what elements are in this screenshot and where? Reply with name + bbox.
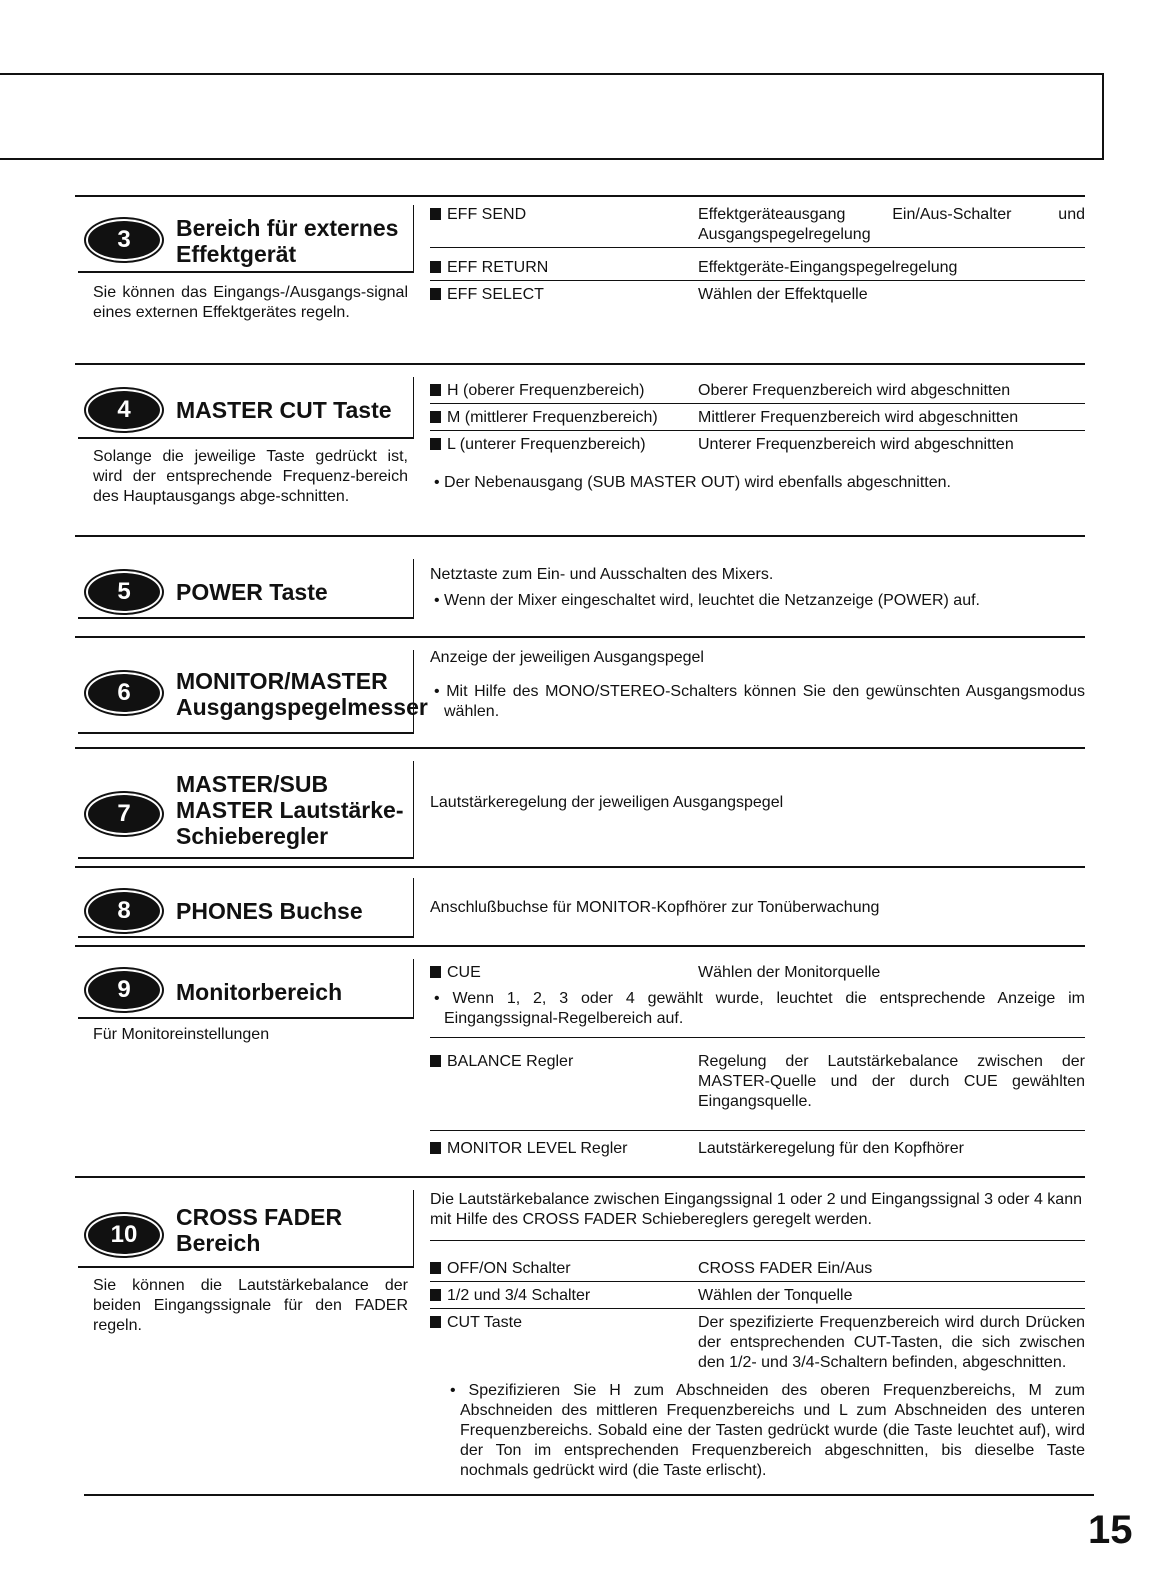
table-row [430,1131,1085,1161]
section-description: Solange die jeweilige Taste gedrückt ist, wird der entsprechende Frequenz-bereich des Hauptausgangs abge-schnitten. [93,448,408,505]
section-header [78,559,414,619]
table-row [430,254,1085,281]
row-label: CUT Taste [430,1313,698,1373]
section-10 [75,1176,1085,1496]
section-description: Sie können die Lautstärkebalance der beiden Eingangssignale für den FADER regeln. [93,1277,408,1334]
row-value: Wählen der Tonquelle [698,1287,853,1304]
section-title: POWER Taste [176,579,328,605]
page-number: 15 [1088,1508,1133,1552]
row-value: CROSS FADER Ein/Aus [698,1260,873,1277]
section-3 [75,195,1085,364]
row-value: Unterer Frequenzbereich wird abgeschnitten [698,436,1014,453]
note: • Mit Hilfe des MONO/STEREO-Schalters können Sie den gewünschten Ausgangsmodus wählen. [434,683,1085,720]
section-title: CROSS FADER Bereich [176,1204,343,1256]
section-header [78,377,414,439]
note: • Wenn der Mixer eingeschaltet wird, leuchtet die Netzanzeige (POWER) auf. [434,592,980,609]
note: • Der Nebenausgang (SUB MASTER OUT) wird ebenfalls abgeschnitten. [434,474,951,491]
table-row [430,281,1085,307]
section-text [430,793,1085,819]
text: Anzeige der jeweiligen Ausgangspegel [430,649,704,666]
table-row [430,1282,1085,1309]
section-table [430,1190,1085,1487]
text: Netztaste zum Ein- und Ausschalten des Mixers. [430,566,774,583]
number-badge: 5 [88,573,160,611]
row-label: CUE [430,963,698,983]
row-value: Oberer Frequenzbereich wird abgeschnitten [698,382,1011,399]
section-title: MONITOR/MASTER Ausgangspegelmesser [176,668,428,720]
row-value: Lautstärkeregelung für den Kopfhörer [698,1140,964,1157]
section-title: Bereich für externes Effektgerät [176,215,399,267]
note: • Spezifizieren Sie H zum Abschneiden des oberen Frequenzbereichs, M zum Abschneiden des mittleren Frequenzbereichs und L zum Abschneiden des unteren Frequenzbereichs. Sobald eine der Tasten gedrückt wurde (die Taste leuchtet auf), wird der Ton im entsprechenden Frequenzbereich abgeschnitten, bis dieselbe Taste nochmals gedrückt wird (die Taste erlischt). [450,1382,1085,1479]
section-title: MASTER CUT Taste [176,397,392,423]
section-4 [75,363,1085,535]
row-label: EFF SELECT [430,285,698,305]
row-label: EFF RETURN [430,258,698,278]
section-5 [75,535,1085,637]
row-label: BALANCE Regler [430,1052,698,1112]
row-value: Effektgeräte-Eingangspegelregelung [698,259,958,276]
row-label: EFF SEND [430,205,698,245]
footer-rule [84,1494,1094,1496]
number-badge: 3 [88,221,160,259]
section-text [430,648,1085,728]
section-table [430,201,1085,307]
number-badge: 4 [88,391,160,429]
row-label: MONITOR LEVEL Regler [430,1139,698,1159]
row-label: 1/2 und 3/4 Schalter [430,1286,698,1306]
table-row [430,1309,1085,1375]
section-title: MASTER/SUB MASTER Lautstärke-Schieberegler [176,771,404,849]
row-value: Wählen der Effektquelle [698,286,868,303]
table-row [430,404,1085,431]
text: Lautstärkeregelung der jeweiligen Ausgangspegel [430,794,784,811]
section-7 [75,747,1085,867]
section-header [78,650,428,734]
section-8 [75,866,1085,946]
number-badge: 8 [88,892,160,930]
section-header [78,959,414,1019]
table-row [430,377,1085,404]
section-description: Für Monitoreinstellungen [93,1026,270,1043]
row-value: Effektgeräteausgang Ein/Aus-Schalter und Ausgangspegelregelung [698,206,1085,243]
number-badge: 9 [88,971,160,1009]
section-title: PHONES Buchse [176,898,363,924]
header-box [0,73,1104,160]
row-value: Der spezifizierte Frequenzbereich wird durch Drücken der entsprechenden CUT-Tasten, die sich zwischen den 1/2- und 3/4-Schaltern befinden, abgeschnitten. [698,1314,1085,1371]
table-row [430,431,1085,457]
section-header [78,205,414,273]
table-row [430,1255,1085,1282]
section-description: Sie können das Eingangs-/Ausgangs-signal eines externen Effektgerätes regeln. [93,284,408,321]
row-label: OFF/ON Schalter [430,1259,698,1279]
number-badge: 6 [88,674,160,712]
section-6 [75,636,1085,748]
row-value: Mittlerer Frequenzbereich wird abgeschnitten [698,409,1019,426]
row-label: H (oberer Frequenzbereich) [430,381,698,401]
number-badge: 7 [88,795,160,833]
section-text [430,565,1085,617]
note: • Wenn 1, 2, 3 oder 4 gewählt wurde, leuchtet die entsprechende Anzeige im Eingangssignal-Regelbereich auf. [430,989,1085,1038]
section-header [78,761,414,859]
row-label: L (unterer Frequenzbereich) [430,435,698,455]
section-header [78,1190,414,1268]
section-table [430,959,1085,1161]
section-header [78,878,414,938]
table-row [430,1048,1085,1131]
text: Die Lautstärkebalance zwischen Eingangssignal 1 oder 2 und Eingangssignal 3 oder 4 kann mit Hilfe des CROSS FADER Schiebereglers geregelt werden. [430,1190,1085,1241]
number-badge: 10 [88,1216,160,1254]
row-value: Regelung der Lautstärkebalance zwischen der MASTER-Quelle und der durch CUE gewählten Eingangsquelle. [698,1053,1085,1110]
section-title: Monitorbereich [176,979,343,1005]
section-table [430,377,1085,499]
row-label: M (mittlerer Frequenzbereich) [430,408,698,428]
row-value: Wählen der Monitorquelle [698,964,881,981]
table-row [430,201,1085,248]
section-text [430,898,1085,924]
table-row [430,959,1085,985]
section-9 [75,945,1085,1177]
text: Anschlußbuchse für MONITOR-Kopfhörer zur Tonüberwachung [430,899,880,916]
